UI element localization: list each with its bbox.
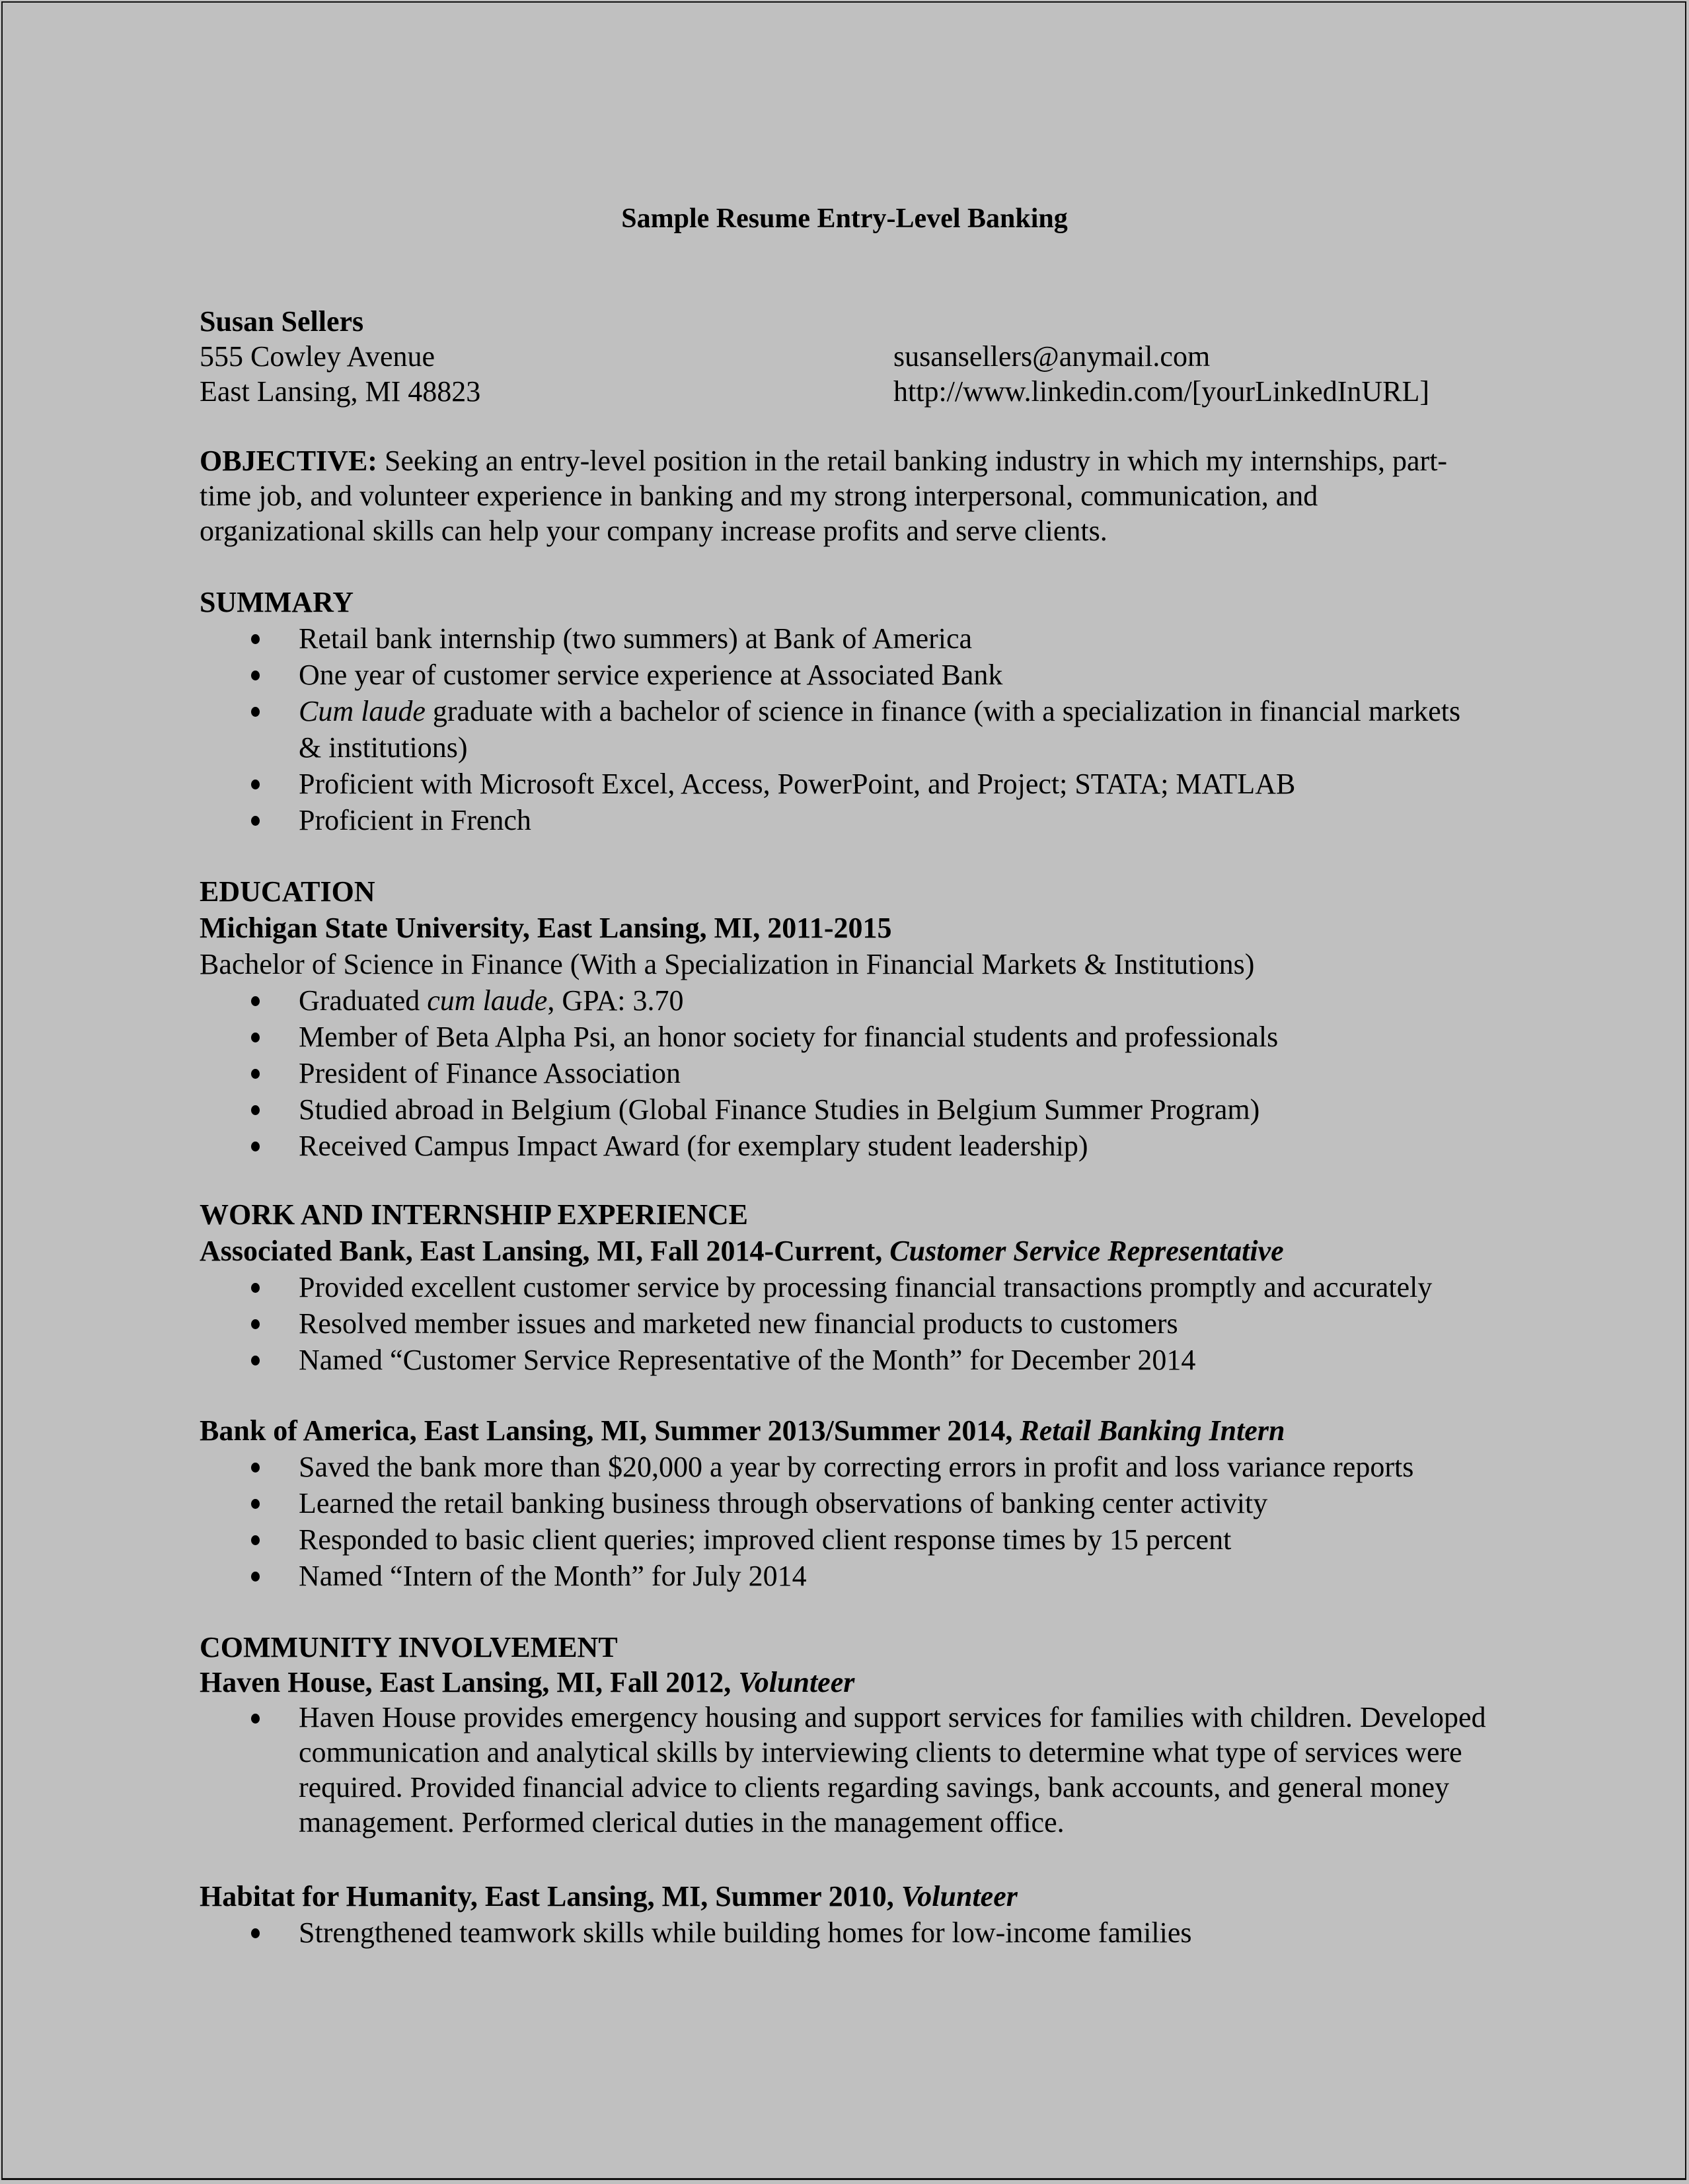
contact-block — [200, 304, 1521, 409]
address-line-1: 555 Cowley Avenue — [200, 340, 435, 373]
volunteer-duties-list — [200, 1914, 1521, 1951]
summary-item: Proficient in French — [200, 802, 1521, 838]
bullet-icon — [251, 707, 260, 717]
bullet-icon — [251, 1283, 260, 1293]
volunteer-duties-list — [200, 1700, 1521, 1840]
bullet-icon — [251, 1572, 260, 1582]
bullet-icon — [251, 671, 260, 680]
job-header: Associated Bank, East Lansing, MI, Fall 2014-Current, Customer Service Representative — [200, 1235, 1284, 1267]
bullet-icon — [251, 1356, 260, 1365]
education-heading: EDUCATION — [200, 875, 375, 908]
bullet-icon — [251, 1463, 260, 1473]
applicant-name: Susan Sellers — [200, 305, 364, 338]
education-item: Member of Beta Alpha Psi, an honor society for financial students and professionals — [200, 1019, 1521, 1055]
job-duty: Learned the retail banking business through observations of banking center activity — [200, 1485, 1521, 1521]
summary-heading: SUMMARY — [200, 586, 354, 618]
summary-item: Cum laude graduate with a bachelor of science in finance (with a specialization in financial markets & institutions) — [200, 693, 1521, 766]
bullet-icon — [251, 1319, 260, 1329]
education-list — [200, 982, 1521, 1164]
education-degree: Bachelor of Science in Finance (With a Specialization in Financial Markets & Institutions) — [200, 948, 1255, 980]
community-heading: COMMUNITY INVOLVEMENT — [200, 1631, 618, 1663]
job-header: Bank of America, East Lansing, MI, Summer 2013/Summer 2014, Retail Banking Intern — [200, 1414, 1285, 1447]
bullet-icon — [251, 1499, 260, 1509]
volunteer-duty: Strengthened teamwork skills while building homes for low-income families — [200, 1914, 1521, 1951]
job-duty: Resolved member issues and marketed new financial products to customers — [200, 1305, 1521, 1342]
job-duties-list — [200, 1269, 1521, 1378]
summary-item: One year of customer service experience at Associated Bank — [200, 657, 1521, 693]
address-line-2: East Lansing, MI 48823 — [200, 375, 481, 408]
education-item: President of Finance Association — [200, 1055, 1521, 1091]
summary-item: Proficient with Microsoft Excel, Access, PowerPoint, and Project; STATA; MATLAB — [200, 766, 1521, 802]
community-section — [200, 1630, 1521, 1840]
volunteer-header: Habitat for Humanity, East Lansing, MI, Summer 2010, Volunteer — [200, 1880, 1018, 1912]
bullet-icon — [251, 1069, 260, 1079]
education-item: Received Campus Impact Award (for exemplary student leadership) — [200, 1128, 1521, 1164]
job-duty: Named “Customer Service Representative of the Month” for December 2014 — [200, 1342, 1521, 1378]
education-item: Studied abroad in Belgium (Global Finance Studies in Belgium Summer Program) — [200, 1091, 1521, 1128]
experience-heading: WORK AND INTERNSHIP EXPERIENCE — [200, 1198, 749, 1231]
bullet-icon — [251, 816, 260, 826]
volunteer-duty: Haven House provides emergency housing and support services for families with children. Developed communication and analytical skills by interviewing clients to determine what type of services were required. Provided financial advice to clients regarding savings, bank accounts, and general money management. Performed clerical duties in the management office. — [200, 1700, 1508, 1840]
bullet-icon — [251, 1142, 260, 1151]
education-item: Graduated cum laude, GPA: 3.70 — [200, 982, 1521, 1019]
document-title: Sample Resume Entry-Level Banking — [621, 203, 1068, 234]
job-duties-list — [200, 1449, 1521, 1594]
job-duty: Responded to basic client queries; improved client response times by 15 percent — [200, 1521, 1521, 1558]
summary-section — [200, 584, 1521, 838]
bullet-icon — [251, 1714, 260, 1724]
bullet-icon — [251, 780, 260, 789]
bullet-icon — [251, 996, 260, 1006]
linkedin-url: http://www.linkedin.com/[yourLinkedInURL] — [893, 375, 1430, 408]
summary-list — [200, 620, 1521, 838]
job-duty: Named “Intern of the Month” for July 2014 — [200, 1558, 1521, 1594]
objective-text: Seeking an entry-level position in the retail banking industry in which my internships, part-time job, and volunteer experience in banking and my strong interpersonal, communication, and organizational skills can help your company increase profits and serve clients. — [200, 445, 1448, 547]
education-section — [200, 873, 1521, 1164]
job-duty: Saved the bank more than $20,000 a year by correcting errors in profit and loss variance reports — [200, 1449, 1521, 1485]
bullet-icon — [251, 1535, 260, 1545]
job-duty: Provided excellent customer service by processing financial transactions promptly and accurately — [200, 1269, 1521, 1305]
volunteer-header: Haven House, East Lansing, MI, Fall 2012, Volunteer — [200, 1666, 855, 1698]
email-address: susansellers@anymail.com — [893, 340, 1211, 373]
summary-item: Retail bank internship (two summers) at Bank of America — [200, 620, 1521, 657]
objective-section — [200, 443, 1455, 548]
education-school: Michigan State University, East Lansing, MI, 2011-2015 — [200, 912, 892, 944]
bullet-icon — [251, 1928, 260, 1938]
community-role-2 — [200, 1878, 1521, 1951]
objective-label: OBJECTIVE: — [200, 445, 377, 477]
experience-job-2 — [200, 1412, 1521, 1594]
bullet-icon — [251, 634, 260, 644]
experience-section — [200, 1196, 1521, 1378]
bullet-icon — [251, 1033, 260, 1042]
bullet-icon — [251, 1105, 260, 1115]
